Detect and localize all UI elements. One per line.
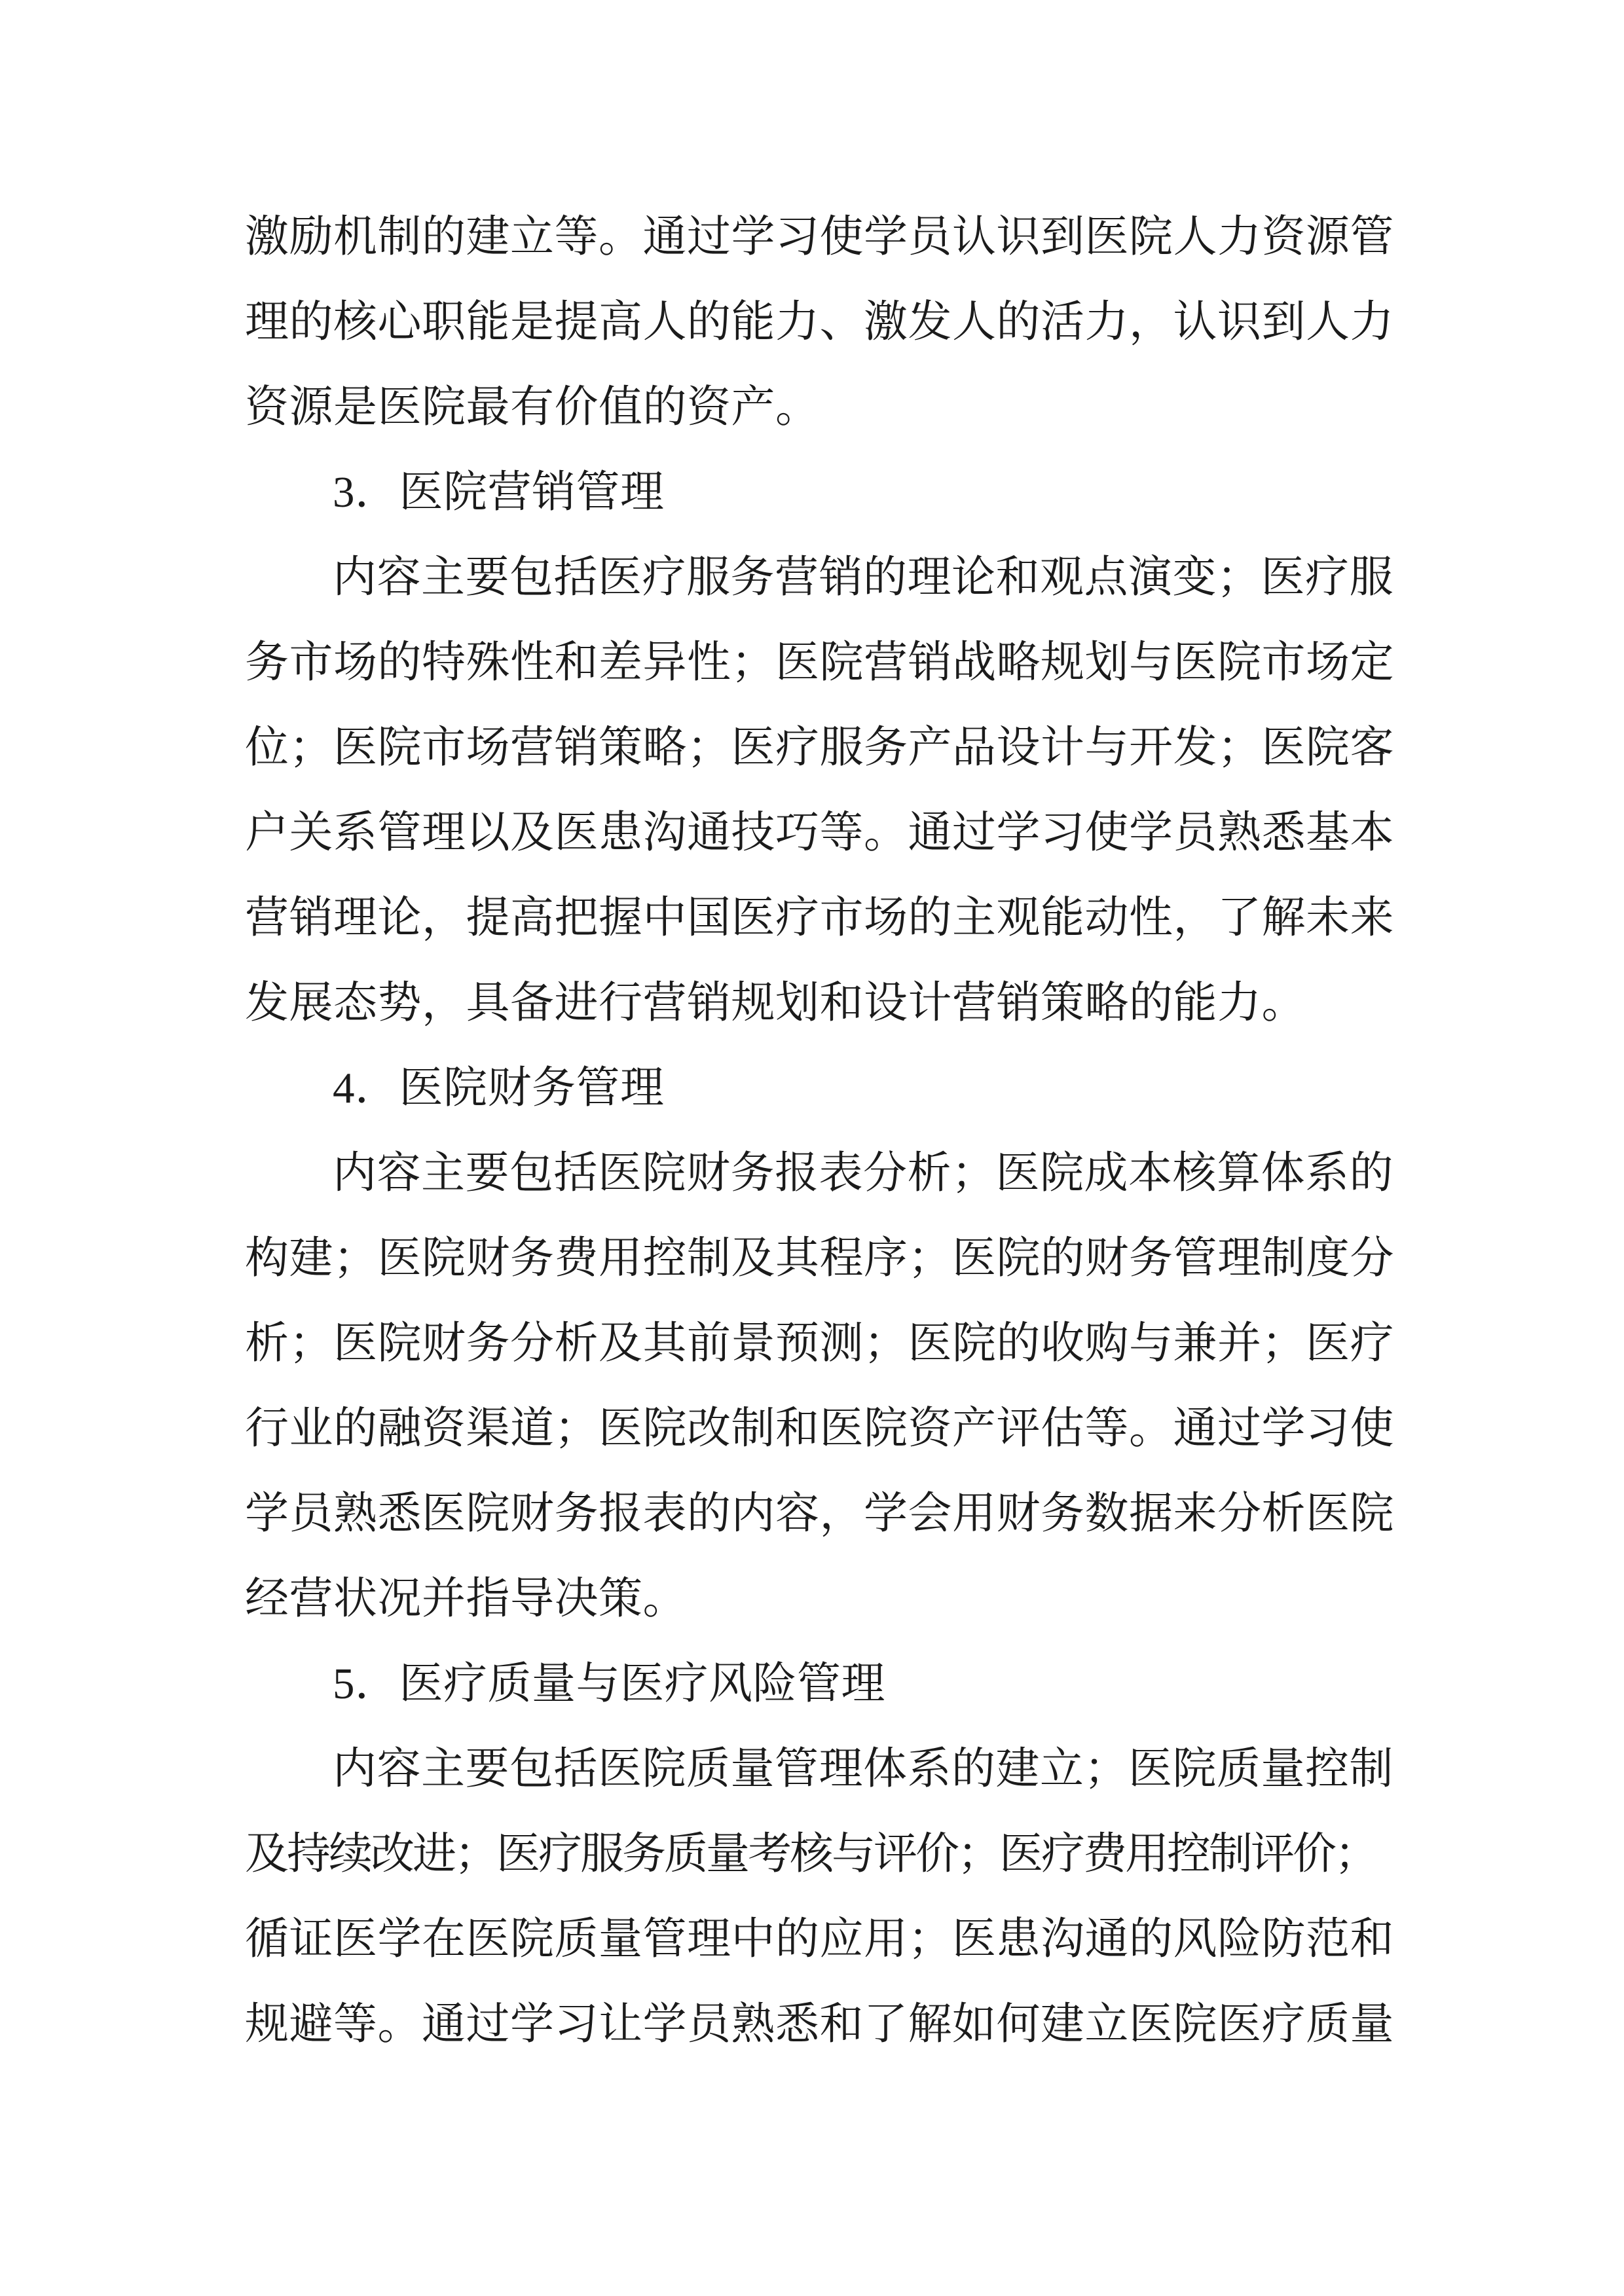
text-line: 理的核心职能是提高人的能力、激发人的活力，认识到人力 [245, 298, 1394, 346]
text-line: 营销理论，提高把握中国医疗市场的主观能动性，了解未来 [245, 894, 1394, 942]
text-line: 位；医院市场营销策略；医疗服务产品设计与开发；医院客 [245, 723, 1394, 772]
text-line: 学员熟悉医院财务报表的内容，学会用财务数据来分析医院 [245, 1489, 1394, 1538]
text-line: 经营状况并指导决策。 [245, 1575, 687, 1623]
text-line: 析；医院财务分析及其前景预测；医院的收购与兼并；医疗 [245, 1319, 1394, 1368]
text-line: 规避等。通过学习让学员熟悉和了解如何建立医院医疗质量 [245, 2000, 1394, 2049]
text-line: 务市场的特殊性和差异性；医院营销战略规划与医院市场定 [245, 638, 1394, 687]
text-line: 内容主要包括医院财务报表分析；医院成本核算体系的 [333, 1149, 1393, 1197]
section-heading: 4．医院财务管理 [333, 1064, 665, 1112]
section-heading: 5．医疗质量与医疗风险管理 [333, 1660, 885, 1708]
text-line: 户关系管理以及医患沟通技巧等。通过学习使学员熟悉基本 [245, 809, 1394, 857]
text-line: 构建；医院财务费用控制及其程序；医院的财务管理制度分 [245, 1234, 1394, 1283]
text-line: 发展态势，具备进行营销规划和设计营销策略的能力。 [245, 979, 1306, 1027]
text-line: 内容主要包括医院质量管理体系的建立；医院质量控制 [333, 1745, 1393, 1793]
text-line: 内容主要包括医疗服务营销的理论和观点演变；医疗服 [333, 553, 1393, 602]
text-line: 资源是医院最有价值的资产。 [245, 383, 820, 431]
section-heading: 3．医院营销管理 [333, 468, 665, 517]
text-line: 循证医学在医院质量管理中的应用；医患沟通的风险防范和 [245, 1915, 1394, 1963]
document-text-block [245, 194, 1411, 2067]
text-line: 激励机制的建立等。通过学习使学员认识到医院人力资源管 [245, 213, 1394, 261]
text-line: 行业的融资渠道；医院改制和医院资产评估等。通过学习使 [245, 1404, 1394, 1453]
text-line: 及持续改进；医疗服务质量考核与评价；医疗费用控制评价； [245, 1830, 1376, 1878]
